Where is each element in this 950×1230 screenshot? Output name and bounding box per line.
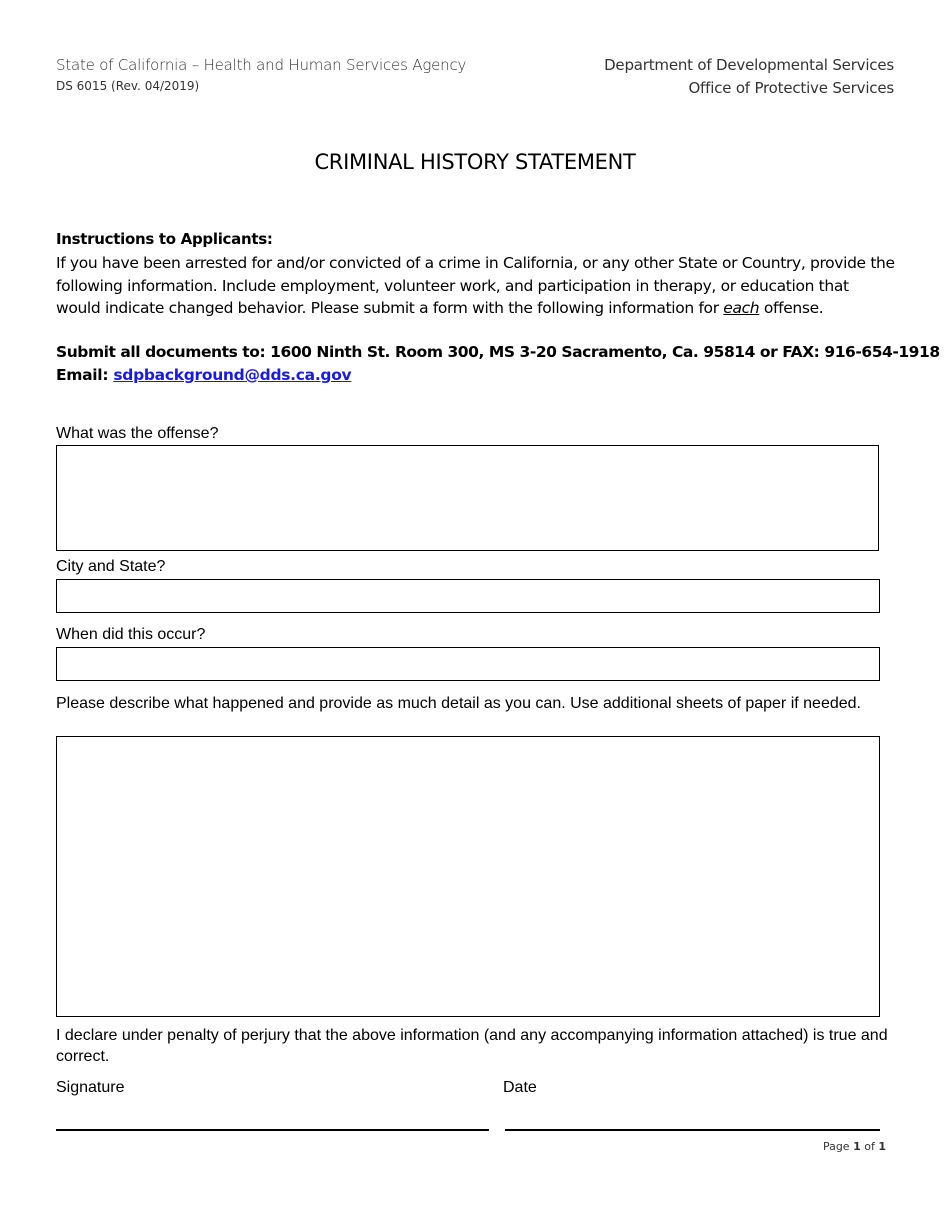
- agency-name: State of California – Health and Human Services Agency: [56, 56, 467, 74]
- when-label: When did this occur?: [56, 626, 206, 643]
- when-input[interactable]: [57, 648, 879, 680]
- city-state-field: [56, 579, 880, 613]
- offense-label: What was the offense?: [56, 425, 219, 442]
- instructions-text: If you have been arrested for and/or convicted of a crime in California, or any other State or Country, provide the following information. Include employment, volunteer work, and participation in therapy, or education that would indicate changed behavior. Please submit a form with the following information for: [56, 254, 895, 317]
- signature-label: Signature: [56, 1079, 125, 1096]
- instructions-heading: Instructions to Applicants:: [56, 230, 273, 248]
- description-input[interactable]: [57, 737, 879, 1016]
- page-current: 1: [853, 1140, 861, 1153]
- when-field: [56, 647, 880, 681]
- page-title: CRIMINAL HISTORY STATEMENT: [314, 150, 636, 174]
- office-name: Office of Protective Services: [688, 79, 894, 97]
- email-line: [56, 366, 351, 384]
- email-link[interactable]: sdpbackground@dds.ca.gov: [113, 366, 352, 384]
- signature-line[interactable]: [56, 1129, 489, 1131]
- date-line[interactable]: [505, 1129, 880, 1131]
- instructions-emphasis: each: [723, 299, 760, 317]
- instructions-body: [56, 252, 896, 320]
- declaration-text: I declare under penalty of perjury that the above information (and any accompanying information attached) is true and correct.: [56, 1027, 888, 1065]
- city-state-label: City and State?: [56, 558, 166, 575]
- offense-input[interactable]: [57, 446, 878, 550]
- city-state-input[interactable]: [57, 580, 879, 612]
- description-label: Please describe what happened and provide as much detail as you can. Use additional sheets of paper if needed.: [56, 695, 861, 712]
- submit-address: Submit all documents to: 1600 Ninth St. Room 300, MS 3-20 Sacramento, Ca. 95814 or FAX: 916-654-1918: [56, 343, 940, 361]
- department-name: Department of Developmental Services: [604, 56, 894, 74]
- instructions-text-end: offense.: [759, 299, 824, 317]
- form-number: DS 6015 (Rev. 04/2019): [56, 79, 200, 93]
- page-number: [823, 1140, 886, 1153]
- email-label: Email:: [56, 366, 109, 384]
- page-of: of: [864, 1140, 875, 1153]
- offense-field: [56, 445, 879, 551]
- page-total: 1: [878, 1140, 886, 1153]
- page-prefix: Page: [822, 1140, 850, 1153]
- date-label: Date: [503, 1079, 537, 1096]
- description-field: [56, 736, 880, 1017]
